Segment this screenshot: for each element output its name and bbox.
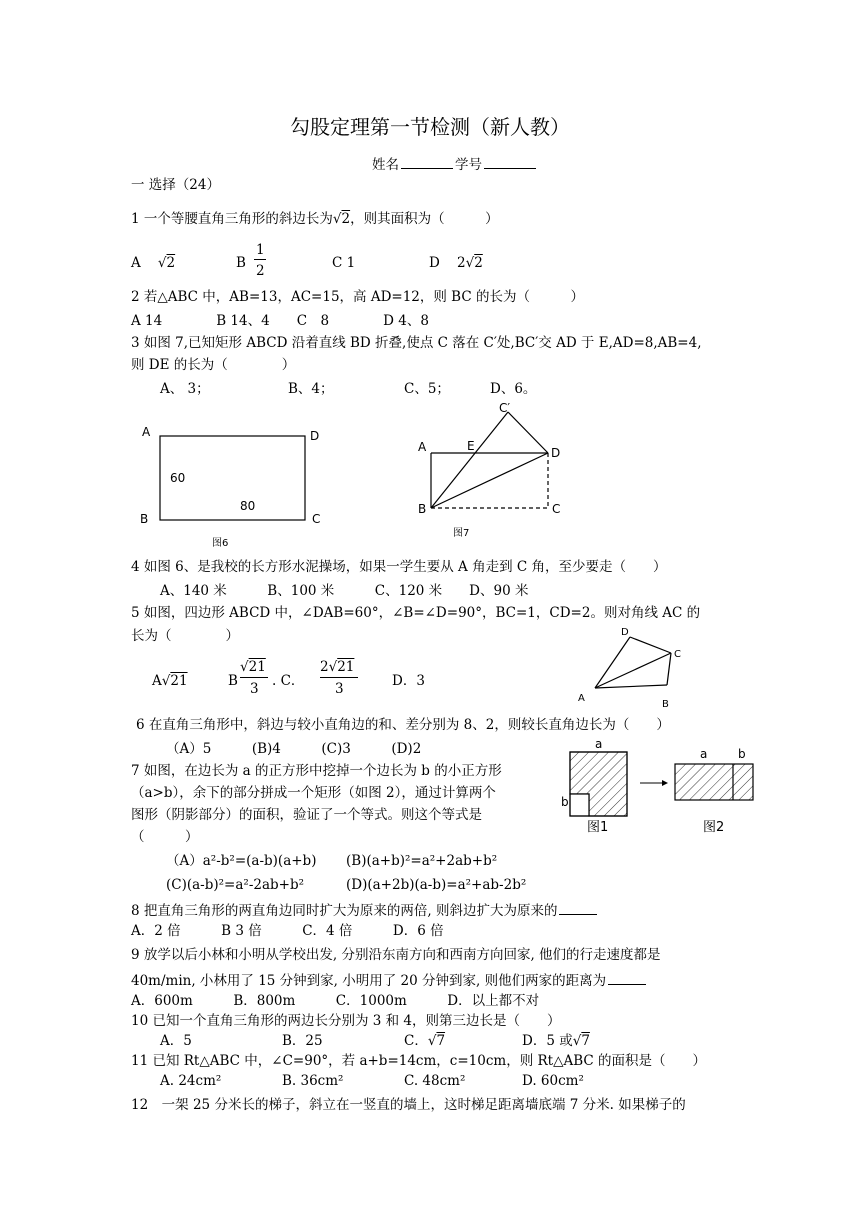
quad-label-a: A — [578, 693, 585, 704]
q9-stem: 40m/min, 小林用了 15 分钟到家, 小明用了 20 分钟到家, 则他们两家的距离为 — [131, 973, 607, 989]
figure-quadrilateral — [575, 625, 690, 710]
q1-a-letter: A — [131, 255, 141, 271]
question-7-line3: 图形（阴影部分）的面积，验证了一个等式。则这个等式是 — [131, 807, 482, 823]
q1-b-numerator: 1 — [256, 242, 265, 258]
q5-a-letter: A — [152, 673, 162, 689]
q1-option-c: C 1 — [332, 255, 356, 271]
fig6-side-left: 60 — [170, 471, 186, 485]
q7-option-c: (C)(a-b)²=a²-2ab+b² — [166, 877, 305, 893]
q5-option-b-letter: B — [228, 673, 238, 689]
segment-bc — [667, 653, 671, 685]
q11-option-b: B. 36cm² — [282, 1073, 344, 1089]
fig7-label-c: C — [552, 502, 561, 516]
fig7-label-a: A — [418, 440, 427, 454]
question-3-line2: 则 DE 的长为（ ） — [131, 357, 296, 373]
q11-option-d: D. 60cm² — [522, 1073, 584, 1089]
q5-option-c-letter: . C． — [272, 673, 305, 689]
figure-7 — [415, 400, 585, 545]
q11-option-c: C. 48cm² — [404, 1073, 466, 1089]
q3-option-b: B、4； — [288, 381, 334, 397]
fig1-label-b: b — [561, 795, 569, 809]
sqrt-symbol: √ — [157, 255, 167, 271]
name-blank[interactable] — [401, 154, 453, 169]
q8-options: A．2 倍 B 3 倍 C．4 倍 D．6 倍 — [131, 923, 444, 939]
fig1-caption: 图1 — [587, 820, 609, 835]
student-info-line — [372, 154, 538, 174]
q7-option-a: （A）a²-b²=(a-b)(a+b) — [166, 853, 317, 869]
question-6: 6 在直角三角形中，斜边与较小直角边的和、差分别为 8、2，则较长直角边长为（ ） — [136, 717, 670, 733]
q5-b-numerator — [240, 658, 266, 676]
question-7-line2: （a>b），余下的部分拼成一个矩形（如图 2），通过计算两个 — [131, 785, 496, 801]
q5-c-numerator — [320, 658, 354, 676]
figure-squares — [555, 736, 770, 836]
q9-options: A．600m B．800m C．1000m D．以上都不对 — [131, 993, 540, 1009]
sqrt-symbol: √ — [328, 659, 338, 675]
q7-option-b: (B)(a+b)²=a²+2ab+b² — [346, 853, 498, 869]
q10-c-radicand: 7 — [436, 1033, 446, 1049]
question-1 — [131, 210, 499, 228]
q11-option-a: A. 24cm² — [160, 1073, 222, 1089]
fig2-caption: 图2 — [703, 820, 725, 835]
segment-ab — [595, 685, 667, 688]
sqrt-symbol: √ — [240, 659, 249, 675]
fig7-label-c-prime: C′ — [499, 401, 511, 415]
question-11: 11 已知 Rt△ABC 中，∠C=90°，若 a+b=14cm，c=10cm，则 Rt△ABC 的面积是（ ） — [131, 1053, 707, 1069]
sqrt-symbol: √ — [332, 211, 342, 227]
question-12: 12 一架 25 分米长的梯子，斜立在一竖直的墙上，这时梯足距离墙底端 7 分米. 如果梯子的 — [131, 1097, 686, 1113]
fig1-label-a: a — [595, 737, 603, 751]
segment-c-prime-d — [508, 412, 548, 453]
fig6-side-bottom: 80 — [240, 499, 256, 513]
question-7-line1: 7 如图，在边长为 a 的正方形中挖掉一个边长为 b 的小正方形 — [131, 763, 502, 779]
q10-d-radicand: 7 — [581, 1033, 590, 1049]
q10-option-d — [522, 1032, 590, 1050]
fraction-bar — [320, 677, 358, 678]
question-10: 10 已知一个直角三角形的两边长分别为 3 和 4，则第三边长是（ ） — [131, 1013, 561, 1029]
q5-c-denominator: 3 — [335, 681, 344, 697]
q5-c-radicand: 21 — [337, 659, 355, 675]
id-blank[interactable] — [484, 154, 536, 169]
fraction-bar — [254, 259, 266, 260]
id-label: 学号 — [455, 157, 482, 173]
fig1-removed-square — [570, 794, 589, 816]
fig7-label-e: E — [467, 439, 475, 453]
q3-option-a: A、 3； — [160, 381, 210, 397]
q5-option-a — [152, 672, 188, 690]
fig7-label-b: B — [418, 502, 427, 516]
fraction-bar — [240, 677, 268, 678]
q5-b-radicand: 21 — [248, 659, 266, 675]
q1-d-letter: D — [429, 255, 440, 271]
question-2: 2 若△ABC 中，AB=13，AC=15，高 AD=12，则 BC 的长为（ ） — [131, 289, 584, 305]
q3-option-c: C、5； — [404, 381, 450, 397]
q1-option-b-letter: B — [236, 255, 246, 271]
q1-stem: 1 一个等腰直角三角形的斜边长为 — [131, 211, 333, 227]
section-heading: 一 选择（24） — [131, 177, 220, 193]
quad-label-b: B — [662, 699, 669, 710]
q1-d-coef: 2 — [457, 255, 466, 271]
q10-option-b: B．25 — [282, 1033, 323, 1049]
q1-b-denominator: 2 — [256, 263, 265, 279]
fig2-label-a: a — [700, 747, 708, 761]
segment-cd — [630, 637, 671, 653]
q10-option-a: A．5 — [160, 1033, 192, 1049]
sqrt-symbol: √ — [427, 1033, 437, 1049]
fig7-caption: 图7 — [453, 528, 470, 539]
quad-label-d: D — [621, 627, 629, 638]
sqrt-symbol: √ — [465, 255, 475, 271]
q5-b-denominator: 3 — [250, 681, 259, 697]
segment-bc-prime — [431, 412, 508, 508]
question-4: 4 如图 6、是我校的长方形水泥操场，如果一学生要从 A 角走到 C 角，至少要走（ ） — [131, 559, 667, 575]
figure-6 — [130, 420, 340, 555]
q1-a-radicand: 2 — [166, 255, 176, 271]
quad-label-c: C — [674, 649, 681, 660]
sqrt-symbol: √ — [161, 673, 171, 689]
q2-options: A 14 B 14、4 C 8 D 4、8 — [131, 313, 429, 329]
fig6-label-b: B — [140, 512, 149, 526]
arrow-icon — [662, 780, 668, 786]
fig6-label-d: D — [310, 429, 320, 443]
question-3-line1: 3 如图 7,已知矩形 ABCD 沿着直线 BD 折叠,使点 C 落在 C′处,BC′交 AD 于 E,AD=8,AB=4, — [131, 335, 702, 351]
fig6-label-c: C — [312, 512, 321, 526]
q10-c-letter: C． — [404, 1033, 428, 1049]
q6-options: （A）5 (B)4 (C)3 (D)2 — [166, 741, 422, 757]
q5-option-d: D．3 — [392, 673, 425, 689]
question-8 — [131, 900, 597, 920]
q1-radicand: 2 — [341, 211, 351, 227]
fig6-caption: 图6 — [212, 538, 229, 549]
fig2-label-b: b — [738, 747, 746, 761]
q1-d-radicand: 2 — [474, 255, 483, 271]
fig2-rectangle — [675, 764, 753, 800]
name-label: 姓名 — [372, 157, 399, 173]
question-5-line1: 5 如图，四边形 ABCD 中，∠DAB=60°，∠B=∠D=90°，BC=1，CD=2。则对角线 AC 的 — [131, 605, 701, 621]
q1-option-a — [131, 254, 175, 272]
q7-option-d: (D)(a+2b)(a-b)=a²+ab-2b² — [346, 877, 527, 893]
sqrt-symbol: √ — [572, 1033, 582, 1049]
q5-c-coef: 2 — [320, 659, 329, 675]
q8-blank[interactable] — [559, 900, 597, 915]
q10-option-c — [404, 1032, 445, 1050]
q5-a-radicand: 21 — [170, 673, 188, 689]
q1-option-d — [429, 254, 483, 272]
diagonal-bd — [431, 453, 548, 508]
q8-stem: 8 把直角三角形的两直角边同时扩大为原来的两倍, 则斜边扩大为原来的 — [131, 903, 558, 919]
q9-blank[interactable] — [608, 970, 646, 985]
q4-options: A、140 米 B、100 米 C、120 米 D、90 米 — [160, 583, 529, 599]
fig7-label-d: D — [551, 446, 561, 460]
question-5-line2: 长为（ ） — [131, 628, 239, 644]
page-title: 勾股定理第一节检测（新人教） — [290, 115, 570, 139]
q10-d-letter: D．5 或 — [522, 1033, 573, 1049]
fig6-label-a: A — [142, 425, 151, 439]
question-9-line1: 9 放学以后小林和小明从学校出发, 分别沿东南方向和西南方向回家, 他们的行走速度都是 — [131, 947, 661, 963]
q3-option-d: D、6。 — [490, 381, 537, 397]
question-9-line2 — [131, 970, 646, 990]
question-7-line4: （ ） — [131, 829, 199, 845]
q1-tail: ，则其面积为（ ） — [350, 211, 499, 227]
